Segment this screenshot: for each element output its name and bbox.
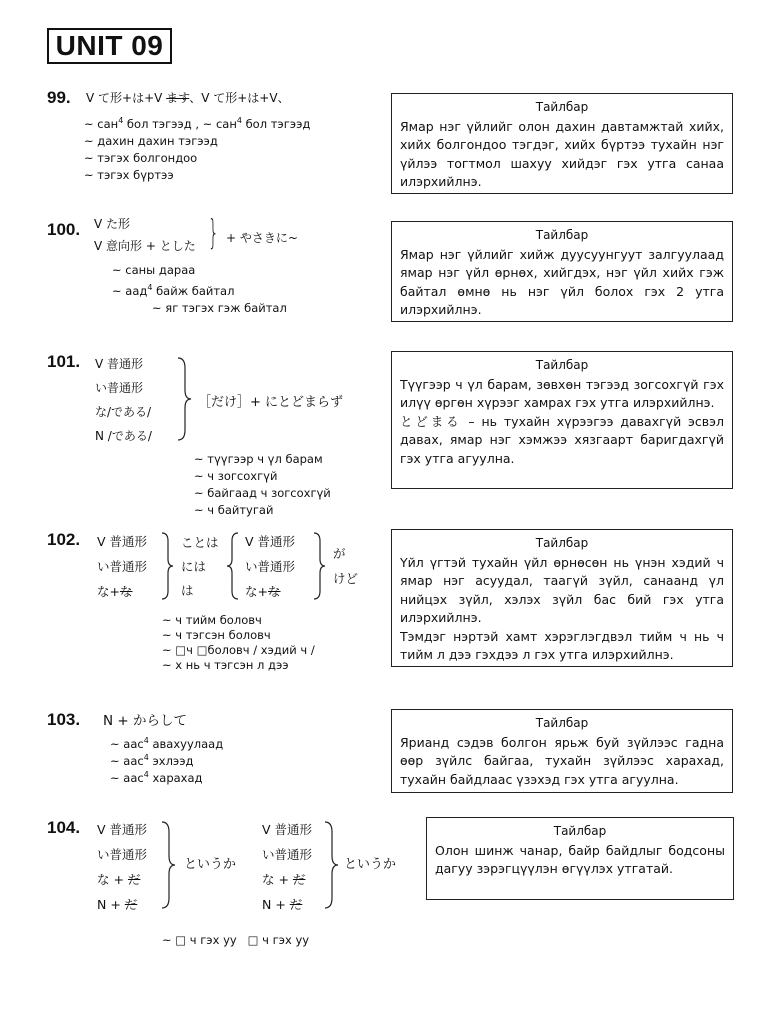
- pattern-103: N + からして: [103, 713, 187, 729]
- pattern-part: な +: [262, 872, 293, 887]
- box-text: Үйл үгтэй тухайн үйл өрнөсөн нь үнэн хэдий ч ямар нэг асуудал, таагүй зүйл, санаанд үл нийцэх зүйл, хэлэх зүйл бас бий гэх утга илэрхийлнэ.: [400, 554, 724, 625]
- box-title: Тайлбар: [535, 100, 589, 114]
- meaning-line: [112, 279, 287, 300]
- pattern-part: な+: [245, 584, 268, 599]
- brace-102-b: [226, 531, 240, 601]
- meaning-line: ~ саны дараа: [112, 263, 196, 277]
- pattern-line: V 普通形: [245, 534, 296, 549]
- pattern-struck: ます: [166, 91, 190, 105]
- explanation-box-99: [391, 93, 733, 194]
- pattern-104-left: [97, 817, 147, 917]
- pattern-100: [94, 213, 196, 257]
- pattern-line: V 普通形: [97, 534, 148, 549]
- item-number-99: 99.: [47, 88, 71, 107]
- pattern-104-ending: というか: [344, 857, 397, 872]
- meaning-text: ~ аад: [112, 283, 148, 298]
- superscript: 4: [147, 283, 153, 292]
- pattern-101: [95, 352, 152, 448]
- box-title: Тайлбар: [535, 358, 589, 372]
- unit-title: UNIT 09: [47, 28, 172, 64]
- meanings-103: [110, 734, 223, 784]
- pattern-line: い普通形: [97, 559, 148, 574]
- meaning-line: ~ дахин дахин тэгээд: [84, 133, 218, 148]
- explanation-box-102: [391, 529, 733, 667]
- meaning-line: ~ түүгээр ч үл барам: [194, 452, 323, 466]
- superscript: 4: [143, 752, 149, 762]
- pattern-line: い普通形: [262, 847, 313, 862]
- meaning-text: ~ аас: [110, 770, 144, 785]
- meaning-line: ~ □ ч гэх уу □ ч гэх уу: [162, 933, 310, 947]
- pattern-line: V 普通形: [262, 822, 313, 837]
- item-number-104: 104.: [47, 818, 81, 837]
- meaning-line: [84, 112, 310, 133]
- pattern-line: [262, 892, 312, 917]
- pattern-104-connector: というか: [184, 857, 237, 872]
- pattern-line: い普通形: [95, 381, 144, 395]
- pattern-line: い普通形: [97, 847, 148, 862]
- pattern-line: は: [181, 583, 194, 598]
- explanation-box-101: [391, 351, 733, 489]
- meaning-text: харахад: [148, 770, 203, 785]
- brace: }: [208, 213, 219, 253]
- pattern-struck: だ: [127, 872, 141, 887]
- pattern-line: [245, 579, 295, 604]
- meaning-text: эхлээд: [148, 753, 194, 768]
- brace-104-b: [323, 820, 339, 912]
- pattern-line: [262, 867, 312, 892]
- meaning-line: ~ ч тийм боловч: [162, 613, 262, 627]
- meaning-text: авахуулаад: [148, 736, 224, 751]
- pattern-line: い普通形: [245, 559, 296, 574]
- box-text: Тэмдэг нэртэй хамт хэрэглэгдвэл тийм ч нь ч тийм л дээ гэхдээ л гэх утга илэрхийлнэ.: [400, 628, 724, 662]
- pattern-99: [86, 89, 290, 106]
- item-number-100: 100.: [47, 220, 81, 239]
- pattern-line: な/である/: [95, 405, 152, 419]
- pattern-line: N /である/: [95, 429, 152, 443]
- pattern-part: な +: [97, 872, 128, 887]
- pattern-102-endings: [333, 541, 358, 591]
- pattern-line: [97, 867, 147, 892]
- pattern-line: [97, 579, 147, 604]
- meaning-text: ~ аас: [110, 753, 144, 768]
- superscript: 4: [143, 736, 149, 745]
- pattern-102-particles: [181, 531, 219, 603]
- pattern-line: V 意向形 + とした: [94, 239, 196, 253]
- meanings-99: [84, 112, 310, 184]
- meaning-line: ~ ч зогсохгүй: [194, 469, 278, 483]
- meaning-line: [110, 751, 223, 768]
- brace-102-a: [160, 531, 174, 601]
- meaning-text: байж байтал: [152, 283, 235, 298]
- pattern-102-right: [245, 529, 295, 604]
- meaning-line: ~ х нь ч тэгсэн л дээ: [162, 658, 289, 672]
- meanings-104: [162, 932, 309, 949]
- pattern-104-right: [262, 817, 312, 917]
- box-title: Тайлбар: [535, 228, 589, 242]
- pattern-part: な+: [97, 584, 120, 599]
- meaning-text: бол тэгээд: [241, 116, 311, 131]
- pattern-102-left: [97, 529, 147, 604]
- explanation-box-100: [391, 221, 733, 322]
- box-text: とどまる – нь тухайн хүрээгээ давахгүй эсвэл давах, ямар нэг хэмжээ хязгаарт баригдахгүй гэх утга агуулна.: [400, 413, 724, 466]
- pattern-part: 、V て形+は+V、: [189, 91, 290, 105]
- box-title: Тайлбар: [553, 824, 607, 838]
- pattern-struck: な: [119, 584, 133, 599]
- meaning-text: ~ сан: [84, 116, 119, 131]
- item-number-103: 103.: [47, 710, 81, 729]
- pattern-line: V 普通形: [97, 822, 148, 837]
- meaning-line: ~ ч байтугай: [194, 503, 274, 517]
- box-text: Түүгээр ч үл барам, зөвхөн тэгээд зогсохгүй гэх илүү өргөн хүрээг хамрах гэх утга илэрхийлнэ.: [400, 376, 724, 410]
- box-text: Олон шинж чанар, байр байдлыг бодсоны дагуу зэрэгцүүлэн өгүүлэх утгатай.: [435, 842, 725, 876]
- pattern-struck: な: [267, 584, 281, 599]
- meaning-line: ~ ч тэгсэн боловч: [162, 628, 271, 642]
- meaning-line: ~ яг тэгэх гэж байтал: [152, 300, 287, 315]
- superscript: 4: [236, 116, 242, 125]
- brace-104-a: [160, 820, 176, 912]
- meaning-line: [110, 734, 223, 751]
- pattern-line: ことは: [181, 535, 219, 550]
- meanings-102: [162, 613, 315, 673]
- box-title: Тайлбар: [535, 716, 589, 730]
- box-text: Ямар нэг үйлийг хийж дуусуунгуут залгуулаад ямар нэг үйл өрнөх, хийгдэх, нэг үйл хийх гэж байтал өмнө нь нэг үйл болох гэх 2 утга илэрхийлнэ.: [400, 246, 724, 317]
- pattern-struck: だ: [292, 872, 306, 887]
- pattern-struck: だ: [289, 897, 303, 912]
- pattern-line: けど: [333, 571, 359, 586]
- brace-102-c: [312, 531, 326, 601]
- pattern-line: V 普通形: [95, 357, 144, 371]
- pattern-part: V て形+は+V: [86, 91, 167, 105]
- pattern-line: [97, 892, 147, 917]
- explanation-box-103: [391, 709, 733, 793]
- pattern-part: N +: [97, 897, 125, 912]
- meaning-line: ~ байгаад ч зогсохгүй: [194, 486, 331, 500]
- pattern-100-suffix: + やさきに~: [226, 231, 298, 245]
- meaning-line: ~ тэгэх бүртээ: [84, 167, 174, 182]
- item-number-102: 102.: [47, 530, 81, 549]
- brace-101: [176, 356, 192, 442]
- meaning-line: ~ □ч □боловч / хэдий ч /: [162, 643, 315, 657]
- meanings-101: [194, 451, 331, 519]
- item-number-101: 101.: [47, 352, 81, 371]
- pattern-line: には: [181, 559, 207, 574]
- meaning-text: бол тэгээд , ~ сан: [123, 116, 237, 131]
- pattern-struck: だ: [124, 897, 138, 912]
- meaning-text: ~ аас: [110, 736, 144, 751]
- box-title: Тайлбар: [535, 536, 589, 550]
- box-text: Ямар нэг үйлийг олон дахин давтамжтай хийх, хийх болгондоо тэгдэг, хийх бүртээ тухайн нэг үйлээ тогтмол шахуу хийдэг гэх утга санаа илэрхийлнэ.: [400, 118, 724, 189]
- meaning-line: [110, 768, 223, 785]
- pattern-line: が: [333, 546, 346, 561]
- meaning-line: ~ тэгэх болгондоо: [84, 150, 198, 165]
- explanation-box-104: [426, 817, 734, 900]
- meanings-100: [112, 262, 287, 317]
- pattern-line: V た形: [94, 217, 131, 231]
- superscript: 4: [143, 769, 149, 779]
- superscript: 4: [118, 116, 124, 125]
- box-text: Ярианд сэдэв болгон ярьж буй зүйлээс гадна өөр зүйлс байгаа, тухайн зүйлээс харахад, тухайн байдлаас үзэхэд гэх утга агуулна.: [400, 734, 724, 787]
- pattern-101-suffix: ［だけ］+ にとどまらず: [198, 395, 344, 410]
- pattern-part: N +: [262, 897, 290, 912]
